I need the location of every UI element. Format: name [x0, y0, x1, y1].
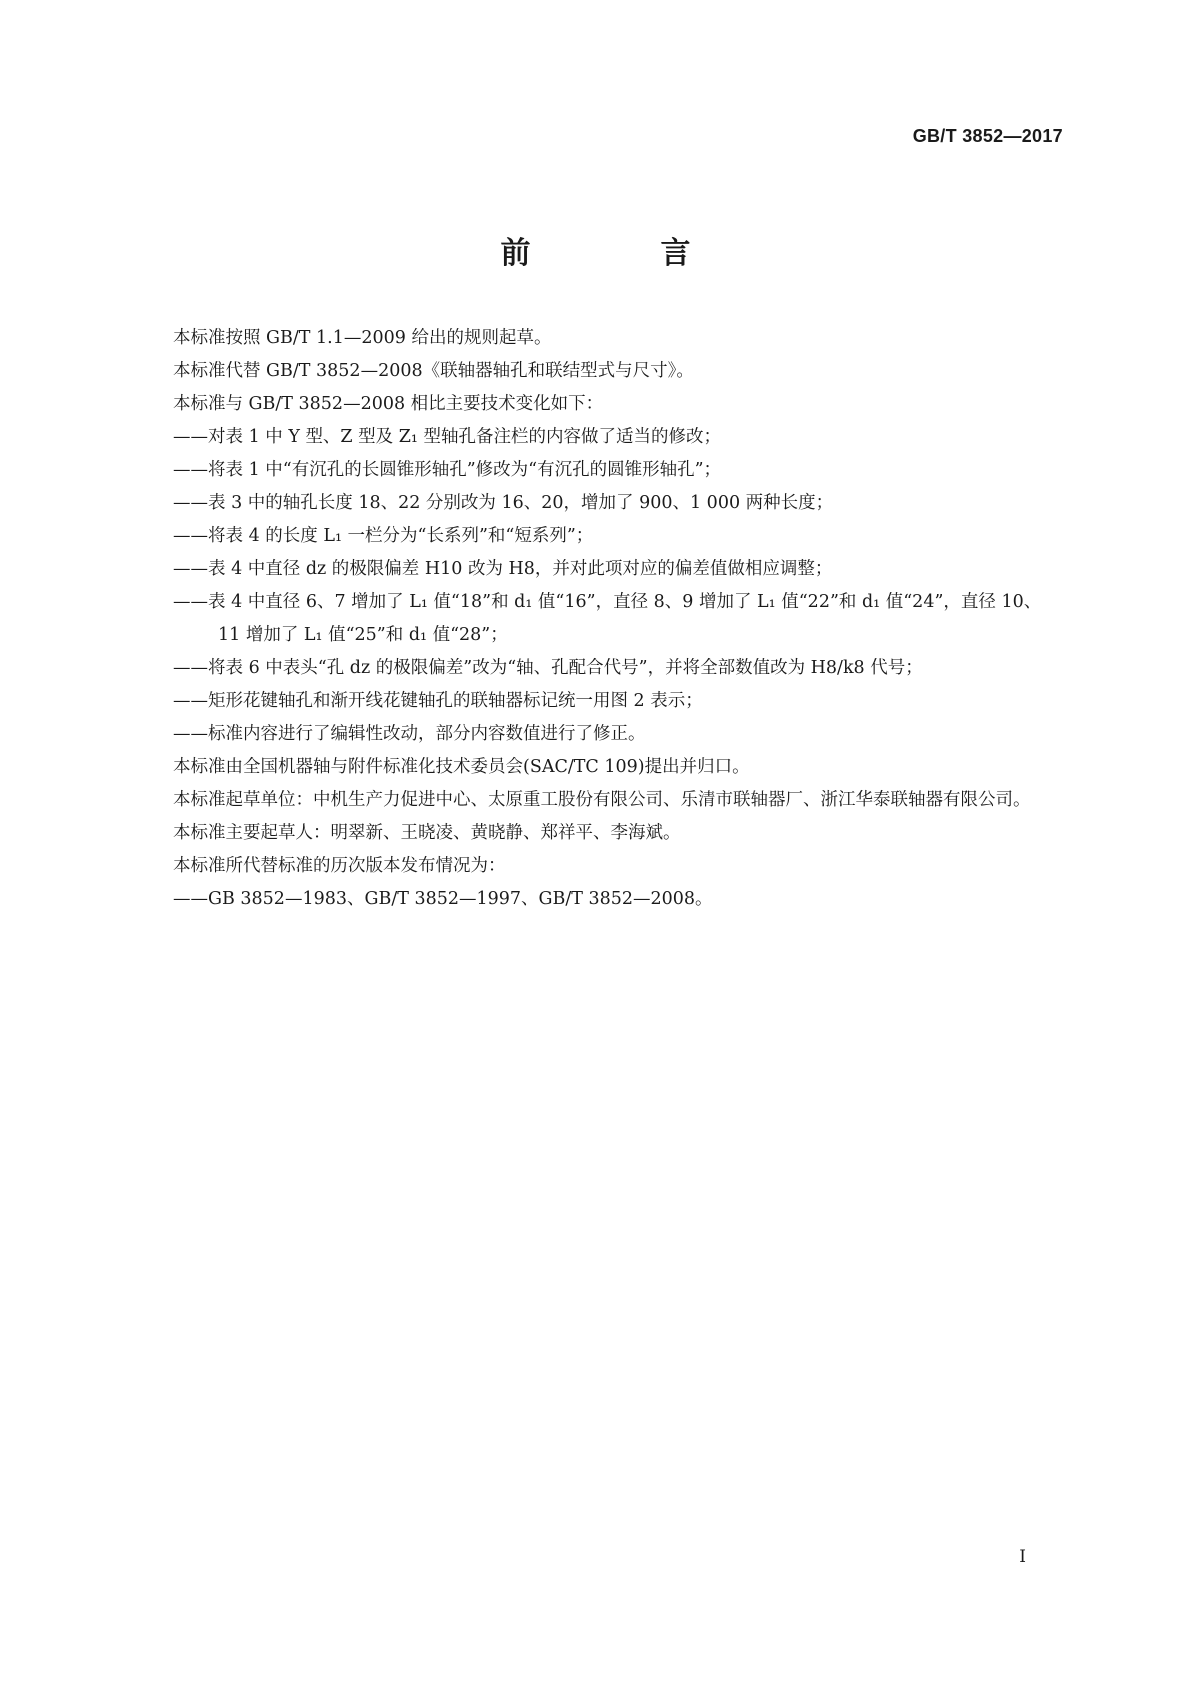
foreword-body — [128, 322, 1063, 916]
change-item: ——标准内容进行了编辑性改动，部分内容数值进行了修正。 — [173, 724, 646, 744]
change-item: ——将表 1 中“有沉孔的长圆锥形轴孔”修改为“有沉孔的圆锥形轴孔”； — [173, 460, 722, 480]
page-title: 前 言 — [500, 236, 741, 271]
paragraph: 本标准所代替标准的历次版本发布情况为： — [173, 856, 506, 876]
change-item: ——将表 6 中表头“孔 dz 的极限偏差”改为“轴、孔配合代号”，并将全部数值改为 H8/k8 代号； — [173, 658, 923, 678]
paragraph: 本标准代替 GB/T 3852—2008《联轴器轴孔和联结型式与尺寸》。 — [173, 361, 694, 381]
standard-code: GB/T 3852—2017 — [912, 126, 1063, 146]
change-item: ——表 3 中的轴孔长度 18、22 分别改为 16、20，增加了 900、1 000 两种长度； — [173, 493, 834, 513]
paragraph: 本标准主要起草人：明翠新、王晓凌、黄晓静、郑祥平、李海斌。 — [173, 823, 681, 843]
change-item: ——GB 3852—1983、GB/T 3852—1997、GB/T 3852—2008。 — [173, 889, 713, 909]
change-item: ——对表 1 中 Y 型、Z 型及 Z₁ 型轴孔备注栏的内容做了适当的修改； — [173, 427, 721, 447]
change-item: ——矩形花键轴孔和渐开线花键轴孔的联轴器标记统一用图 2 表示； — [173, 691, 703, 711]
paragraph: 本标准按照 GB/T 1.1—2009 给出的规则起草。 — [173, 328, 552, 348]
page-number: I — [1019, 1547, 1026, 1567]
change-item: ——将表 4 的长度 L₁ 一栏分为“长系列”和“短系列”； — [173, 526, 594, 546]
change-item: ——表 4 中直径 6、7 增加了 L₁ 值“18”和 d₁ 值“16”，直径 8、9 增加了 L₁ 值“22”和 d₁ 值“24”，直径 10、11 增加了 L₁ 值“25”和 d₁ 值“28”； — [173, 592, 1042, 645]
paragraph: 本标准由全国机器轴与附件标准化技术委员会(SAC/TC 109)提出并归口。 — [173, 757, 750, 777]
change-item: ——表 4 中直径 dz 的极限偏差 H10 改为 H8，并对此项对应的偏差值做相应调整； — [173, 559, 833, 579]
paragraph: 本标准与 GB/T 3852—2008 相比主要技术变化如下： — [173, 394, 604, 414]
paragraph: 本标准起草单位：中机生产力促进中心、太原重工股份有限公司、乐清市联轴器厂、浙江华泰联轴器有限公司。 — [173, 790, 1031, 810]
